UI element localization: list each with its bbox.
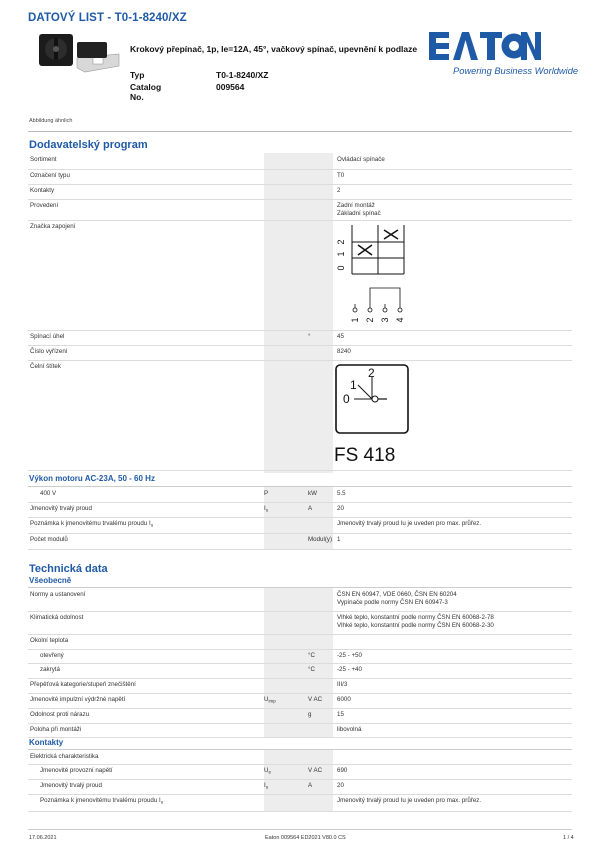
row-value: III/3 [337, 681, 348, 688]
table-row [28, 360, 572, 471]
eaton-wordmark [429, 30, 541, 62]
row-value: 690 [337, 767, 348, 774]
table-row [28, 779, 572, 795]
svg-text:2: 2 [368, 366, 375, 380]
type-value: T0-1-8240/XZ [216, 70, 269, 80]
catalog-label: Catalog No. [130, 82, 162, 102]
row-value: 45 [337, 333, 344, 340]
row-unit: ° [308, 333, 311, 340]
row-value: Zadní montáž Základní spínač [337, 202, 381, 217]
table-row [28, 487, 572, 503]
table-row [28, 502, 572, 518]
svg-text:2: 2 [365, 317, 375, 323]
row-unit: °C [308, 652, 315, 659]
row-label: Číslo vyřízení [30, 348, 68, 355]
row-value: 1 [337, 536, 341, 543]
row-value: Jmenovitý trvalý proud Iu je uveden pro max. průřez. [337, 520, 482, 527]
row-value: ČSN EN 60947, VDE 0660, ČSN EN 60204 Vypínače podle normy ČSN EN 60947-3 [337, 591, 457, 606]
wiring-diagram [334, 222, 414, 330]
row-label: Čelní štítek [30, 363, 61, 370]
table-row [28, 517, 572, 534]
row-label: Klimatická odolnost [30, 614, 84, 621]
product-headline: Krokový přepínač, 1p, Ie=12A, 45°, vačkový spínač, upevnění k podlaze [130, 44, 418, 54]
row-value: Jmenovitý trvalý proud Iu je uveden pro max. průřez. [337, 797, 482, 804]
table-row [28, 533, 572, 550]
table-row [28, 184, 572, 200]
divider [28, 131, 572, 132]
row-unit: V AC [308, 696, 323, 703]
table-row [28, 764, 572, 780]
row-label: Jmenovitý trvalý proud [30, 505, 92, 512]
row-label: Normy a ustanovení [30, 591, 86, 598]
row-unit: V AC [308, 767, 323, 774]
row-label: Jmenovité provozní napětí [40, 767, 113, 774]
table-row [28, 663, 572, 679]
subsection-title-contacts: Kontakty [29, 738, 64, 747]
table-row [28, 750, 572, 765]
row-value: 20 [337, 505, 344, 512]
row-label: zakrytá [40, 666, 60, 673]
row-label: Poznámka k jmenovitému trvalému proudu $I_u$ [40, 797, 164, 805]
table-row [28, 345, 572, 361]
row-value: Vlhké teplo, konstantní podle normy ČSN EN 60068-2-78 Vlhké teplo, konstantní podle normy ČSN EN 60068-2-30 [337, 614, 494, 629]
document-title: DATOVÝ LIST - T0-1-8240/XZ [28, 12, 187, 24]
subsection-title-general: Všeobecně [29, 576, 72, 585]
row-label: Odolnost proti nárazu [30, 711, 90, 718]
front-plate-diagram [334, 363, 414, 468]
svg-text:2: 2 [336, 239, 346, 245]
row-label: 400 V [40, 490, 57, 497]
row-value: 20 [337, 782, 344, 789]
svg-text:1: 1 [350, 317, 360, 323]
row-unit: kW [308, 490, 317, 497]
row-label: Okolní teplota [30, 637, 69, 644]
subsection-title-motor: Výkon motoru AC-23A, 50 - 60 Hz [29, 474, 155, 483]
table-row [28, 169, 572, 185]
section-title-supplier: Dodavatelský program [29, 139, 148, 151]
table-row [28, 649, 572, 664]
row-value: T0 [337, 172, 345, 179]
eaton-logo [427, 30, 579, 80]
table-row [28, 693, 572, 709]
row-unit: Modul(y) [308, 536, 333, 543]
type-label: Typ [130, 70, 145, 80]
table-row [28, 199, 572, 221]
row-symbol: $I_u$ [264, 505, 269, 513]
footer-page-number: 1 / 4 [563, 835, 574, 841]
svg-text:1: 1 [336, 251, 346, 257]
row-label: Jmenovitý trvalý proud [40, 782, 102, 789]
table-row [28, 330, 572, 346]
table-row [28, 723, 572, 738]
svg-text:1: 1 [350, 378, 357, 392]
svg-text:4: 4 [395, 317, 405, 323]
footer-doc-id: Eaton 009564 ED2021 V80.0 CS [265, 835, 346, 841]
row-value: 2 [337, 187, 341, 194]
fs-code: FS 418 [334, 445, 396, 466]
row-label: Kontakty [30, 187, 55, 194]
row-value: 6000 [337, 696, 351, 703]
row-symbol: P [264, 490, 269, 497]
table-row [28, 611, 572, 635]
row-symbol: $U_e$ [264, 767, 271, 775]
row-label: Poznámka k jmenovitému trvalému proudu $I_u$ [30, 520, 154, 528]
row-unit: °C [308, 666, 315, 673]
image-note: Abbildung ähnlich [29, 118, 73, 124]
table-row [28, 634, 572, 650]
row-label: Elektrická charakteristika [30, 753, 99, 760]
section-title-technical: Technická data [29, 563, 108, 575]
row-symbol: $U_{imp}$ [264, 696, 276, 704]
row-unit: g [308, 711, 312, 718]
row-value: 15 [337, 711, 344, 718]
table-row [28, 708, 572, 724]
row-value: 5.5 [337, 490, 346, 497]
row-unit: A [308, 505, 313, 512]
row-label: Přepěťová kategorie/stupeň znečištění [30, 681, 136, 688]
table-row [28, 153, 572, 170]
row-label: otevřený [40, 652, 64, 659]
product-image [33, 28, 121, 74]
logo-tagline: Powering Business Worldwide [453, 66, 579, 76]
row-label: Poloha při montáži [30, 726, 82, 733]
row-unit: A [308, 782, 313, 789]
row-value: Ovládací spínače [337, 156, 385, 163]
catalog-value: 009564 [216, 82, 245, 92]
row-value: 8240 [337, 348, 351, 355]
footer-date: 17.06.2021 [29, 835, 57, 841]
footer-divider [28, 829, 572, 830]
row-label: Spínací úhel [30, 333, 65, 340]
row-label: Provedení [30, 202, 59, 209]
row-label: Značka zapojení [30, 223, 76, 230]
svg-text:0: 0 [343, 392, 350, 406]
svg-text:0: 0 [336, 265, 346, 271]
row-label: Označení typu [30, 172, 70, 179]
table-row [28, 588, 572, 612]
row-label: Sortiment [30, 156, 57, 163]
row-symbol: $I_u$ [264, 782, 269, 790]
table-row [28, 220, 572, 331]
table-row [28, 794, 572, 812]
row-label: Počet modulů [30, 536, 68, 543]
row-value: libovolná [337, 726, 362, 733]
table-row [28, 678, 572, 694]
row-value: -25 - +50 [337, 652, 362, 659]
svg-text:3: 3 [380, 317, 390, 323]
row-value: -25 - +40 [337, 666, 362, 673]
row-label: Jmenovité impulzní výdržné napětí [30, 696, 126, 703]
